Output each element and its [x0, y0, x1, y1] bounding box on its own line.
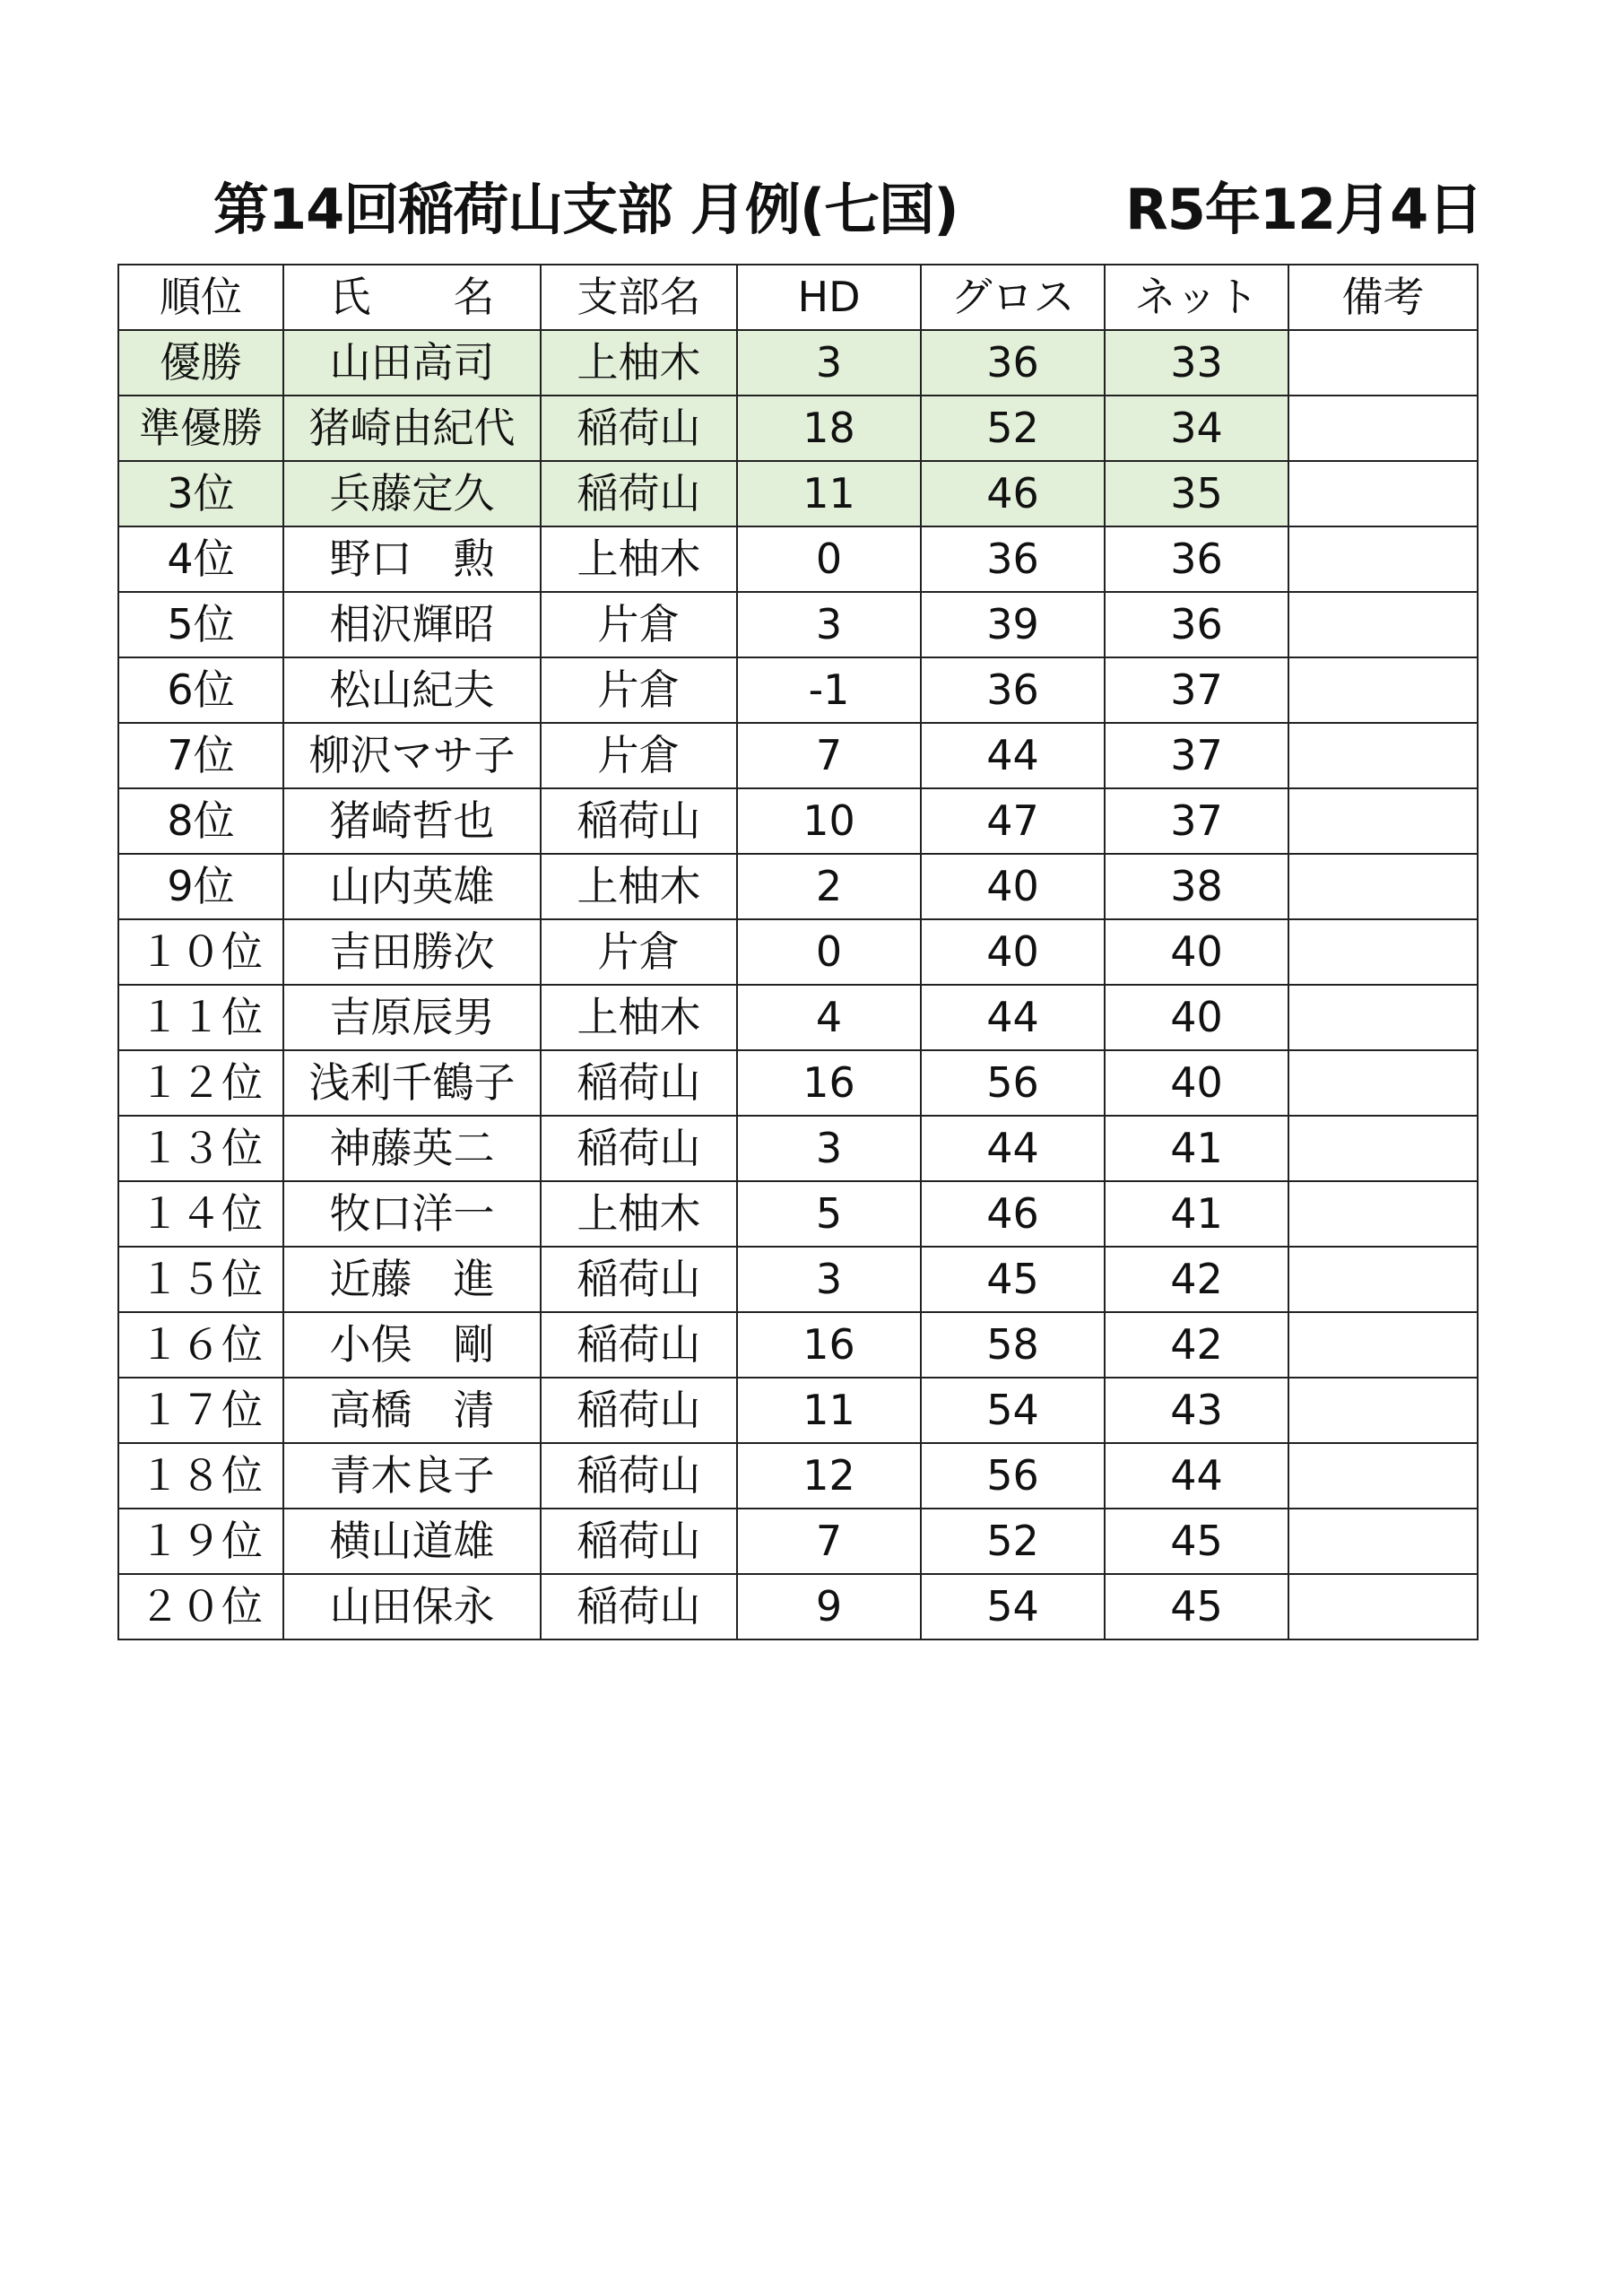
cell-rank: 4位: [118, 526, 283, 592]
table-body: [118, 330, 1478, 1639]
cell-name: 山内英雄: [283, 854, 541, 919]
cell-name: 野口 勲: [283, 526, 541, 592]
cell-net: 41: [1105, 1116, 1288, 1181]
cell-name: 山田高司: [283, 330, 541, 396]
table-row: [118, 396, 1478, 461]
cell-net: 40: [1105, 1050, 1288, 1116]
cell-rank: １８位: [118, 1443, 283, 1509]
cell-branch: 稲荷山: [541, 1247, 737, 1312]
cell-net: 40: [1105, 985, 1288, 1050]
cell-branch: 片倉: [541, 657, 737, 723]
document-date: R5年12月4日: [1125, 177, 1483, 242]
cell-note: [1288, 1116, 1478, 1181]
header-hd: HD: [737, 265, 921, 330]
header-gross: グロス: [921, 265, 1105, 330]
table-row: [118, 788, 1478, 854]
cell-name: 相沢輝昭: [283, 592, 541, 657]
cell-net: 34: [1105, 396, 1288, 461]
cell-net: 44: [1105, 1443, 1288, 1509]
cell-branch: 上柚木: [541, 985, 737, 1050]
cell-gross: 58: [921, 1312, 1105, 1378]
table-row: [118, 526, 1478, 592]
cell-rank: １３位: [118, 1116, 283, 1181]
cell-net: 36: [1105, 526, 1288, 592]
cell-net: 33: [1105, 330, 1288, 396]
cell-note: [1288, 592, 1478, 657]
cell-note: [1288, 1247, 1478, 1312]
table-row: [118, 1116, 1478, 1181]
cell-rank: １７位: [118, 1378, 283, 1443]
cell-note: [1288, 919, 1478, 985]
cell-gross: 36: [921, 657, 1105, 723]
table-row: [118, 1181, 1478, 1247]
cell-note: [1288, 396, 1478, 461]
cell-rank: １６位: [118, 1312, 283, 1378]
cell-gross: 36: [921, 526, 1105, 592]
cell-gross: 56: [921, 1050, 1105, 1116]
cell-rank: 6位: [118, 657, 283, 723]
cell-net: 37: [1105, 657, 1288, 723]
cell-branch: 片倉: [541, 919, 737, 985]
cell-branch: 稲荷山: [541, 1574, 737, 1639]
cell-rank: １９位: [118, 1509, 283, 1574]
table-row: [118, 854, 1478, 919]
cell-hd: 0: [737, 919, 921, 985]
cell-gross: 39: [921, 592, 1105, 657]
cell-gross: 56: [921, 1443, 1105, 1509]
cell-branch: 上柚木: [541, 526, 737, 592]
cell-gross: 52: [921, 1509, 1105, 1574]
table-row: [118, 723, 1478, 788]
cell-gross: 46: [921, 1181, 1105, 1247]
cell-note: [1288, 461, 1478, 526]
table-row: [118, 1050, 1478, 1116]
cell-rank: １１位: [118, 985, 283, 1050]
cell-net: 38: [1105, 854, 1288, 919]
cell-name: 牧口洋一: [283, 1181, 541, 1247]
cell-hd: 0: [737, 526, 921, 592]
cell-note: [1288, 788, 1478, 854]
cell-hd: 3: [737, 1247, 921, 1312]
table-row: [118, 1312, 1478, 1378]
cell-name: 吉原辰男: [283, 985, 541, 1050]
cell-branch: 上柚木: [541, 1181, 737, 1247]
table-row: [118, 1247, 1478, 1312]
cell-rank: １５位: [118, 1247, 283, 1312]
cell-gross: 40: [921, 854, 1105, 919]
cell-name: 松山紀夫: [283, 657, 541, 723]
cell-name: 近藤 進: [283, 1247, 541, 1312]
cell-branch: 稲荷山: [541, 396, 737, 461]
cell-gross: 52: [921, 396, 1105, 461]
cell-note: [1288, 985, 1478, 1050]
cell-note: [1288, 657, 1478, 723]
table-row: [118, 1509, 1478, 1574]
cell-gross: 54: [921, 1574, 1105, 1639]
cell-hd: 11: [737, 1378, 921, 1443]
header-name: 氏 名: [283, 265, 541, 330]
cell-branch: 稲荷山: [541, 461, 737, 526]
table-row: [118, 330, 1478, 396]
cell-note: [1288, 1443, 1478, 1509]
cell-hd: 5: [737, 1181, 921, 1247]
cell-rank: 3位: [118, 461, 283, 526]
cell-note: [1288, 1378, 1478, 1443]
cell-net: 37: [1105, 723, 1288, 788]
cell-branch: 片倉: [541, 723, 737, 788]
cell-net: 42: [1105, 1312, 1288, 1378]
cell-note: [1288, 854, 1478, 919]
cell-rank: 8位: [118, 788, 283, 854]
cell-gross: 44: [921, 1116, 1105, 1181]
cell-hd: 7: [737, 723, 921, 788]
cell-name: 浅利千鶴子: [283, 1050, 541, 1116]
cell-note: [1288, 1181, 1478, 1247]
cell-branch: 稲荷山: [541, 1443, 737, 1509]
cell-gross: 36: [921, 330, 1105, 396]
cell-gross: 40: [921, 919, 1105, 985]
cell-gross: 44: [921, 723, 1105, 788]
cell-name: 猪崎由紀代: [283, 396, 541, 461]
cell-net: 40: [1105, 919, 1288, 985]
cell-name: 兵藤定久: [283, 461, 541, 526]
cell-gross: 45: [921, 1247, 1105, 1312]
table-row: [118, 985, 1478, 1050]
table-row: [118, 1574, 1478, 1639]
cell-rank: １０位: [118, 919, 283, 985]
cell-hd: -1: [737, 657, 921, 723]
cell-rank: 7位: [118, 723, 283, 788]
cell-hd: 18: [737, 396, 921, 461]
table-row: [118, 1443, 1478, 1509]
cell-net: 35: [1105, 461, 1288, 526]
cell-branch: 片倉: [541, 592, 737, 657]
cell-rank: 優勝: [118, 330, 283, 396]
cell-branch: 稲荷山: [541, 1050, 737, 1116]
cell-note: [1288, 1050, 1478, 1116]
cell-branch: 上柚木: [541, 330, 737, 396]
cell-note: [1288, 1574, 1478, 1639]
cell-branch: 稲荷山: [541, 1312, 737, 1378]
cell-hd: 3: [737, 592, 921, 657]
table-row: [118, 1378, 1478, 1443]
cell-name: 神藤英二: [283, 1116, 541, 1181]
cell-branch: 稲荷山: [541, 788, 737, 854]
cell-name: 吉田勝次: [283, 919, 541, 985]
cell-hd: 12: [737, 1443, 921, 1509]
cell-name: 山田保永: [283, 1574, 541, 1639]
cell-branch: 稲荷山: [541, 1378, 737, 1443]
cell-name: 横山道雄: [283, 1509, 541, 1574]
results-table: [117, 264, 1479, 1640]
cell-rank: １４位: [118, 1181, 283, 1247]
cell-note: [1288, 330, 1478, 396]
cell-name: 青木良子: [283, 1443, 541, 1509]
cell-hd: 2: [737, 854, 921, 919]
header-note: 備考: [1288, 265, 1478, 330]
table-row: [118, 461, 1478, 526]
cell-rank: １２位: [118, 1050, 283, 1116]
cell-hd: 16: [737, 1050, 921, 1116]
cell-hd: 16: [737, 1312, 921, 1378]
table-row: [118, 919, 1478, 985]
cell-note: [1288, 526, 1478, 592]
cell-net: 43: [1105, 1378, 1288, 1443]
cell-hd: 11: [737, 461, 921, 526]
cell-net: 45: [1105, 1509, 1288, 1574]
cell-branch: 稲荷山: [541, 1116, 737, 1181]
cell-net: 36: [1105, 592, 1288, 657]
cell-net: 41: [1105, 1181, 1288, 1247]
cell-name: 小俣 剛: [283, 1312, 541, 1378]
table-header-row: [118, 265, 1478, 330]
cell-hd: 4: [737, 985, 921, 1050]
cell-hd: 3: [737, 330, 921, 396]
cell-note: [1288, 1509, 1478, 1574]
cell-net: 42: [1105, 1247, 1288, 1312]
cell-gross: 54: [921, 1378, 1105, 1443]
header-branch: 支部名: [541, 265, 737, 330]
cell-name: 柳沢マサ子: [283, 723, 541, 788]
cell-name: 猪崎哲也: [283, 788, 541, 854]
cell-note: [1288, 723, 1478, 788]
cell-rank: ２０位: [118, 1574, 283, 1639]
cell-gross: 47: [921, 788, 1105, 854]
cell-net: 45: [1105, 1574, 1288, 1639]
cell-hd: 10: [737, 788, 921, 854]
cell-branch: 上柚木: [541, 854, 737, 919]
header-rank: 順位: [118, 265, 283, 330]
cell-gross: 44: [921, 985, 1105, 1050]
header-net: ネット: [1105, 265, 1288, 330]
document-title: 第14回稲荷山支部 月例(七国): [213, 177, 958, 242]
cell-net: 37: [1105, 788, 1288, 854]
cell-rank: 9位: [118, 854, 283, 919]
cell-branch: 稲荷山: [541, 1509, 737, 1574]
cell-hd: 3: [737, 1116, 921, 1181]
cell-name: 高橋 清: [283, 1378, 541, 1443]
table-row: [118, 592, 1478, 657]
cell-note: [1288, 1312, 1478, 1378]
table-row: [118, 657, 1478, 723]
cell-rank: 5位: [118, 592, 283, 657]
cell-hd: 9: [737, 1574, 921, 1639]
cell-rank: 準優勝: [118, 396, 283, 461]
cell-hd: 7: [737, 1509, 921, 1574]
cell-gross: 46: [921, 461, 1105, 526]
